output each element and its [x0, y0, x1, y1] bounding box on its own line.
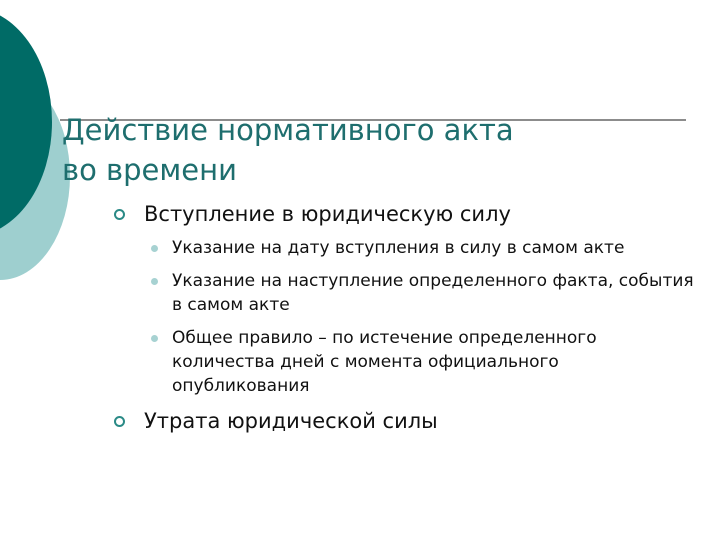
ring-bullet-icon [114, 209, 125, 220]
bullet-entry-into-force [114, 200, 694, 228]
bullet-loss-of-force [114, 407, 694, 435]
sub-bullet-list [114, 236, 694, 398]
dot-bullet-icon [151, 335, 158, 342]
dot-bullet-icon [151, 278, 158, 285]
sub-bullet-item [114, 326, 694, 398]
sub-bullet-item [114, 236, 694, 260]
ring-bullet-icon [114, 416, 125, 427]
bullet-text: Вступление в юридическую силу [144, 202, 511, 226]
slide-title-line-2: во времени [62, 153, 237, 187]
slide-body [114, 200, 694, 435]
sub-bullet-item [114, 269, 694, 317]
sub-bullet-text: Указание на дату вступления в силу в самом акте [172, 238, 625, 258]
slide-title [62, 110, 662, 190]
slide-title-line-1: Действие нормативного акта [62, 113, 514, 147]
sub-bullet-text: Указание на наступление определенного факта, события в самом акте [172, 271, 694, 315]
dot-bullet-icon [151, 245, 158, 252]
sub-bullet-text: Общее правило – по истечение определенного количества дней с момента официального опубликования [172, 328, 597, 396]
bullet-text: Утрата юридической силы [144, 409, 438, 433]
